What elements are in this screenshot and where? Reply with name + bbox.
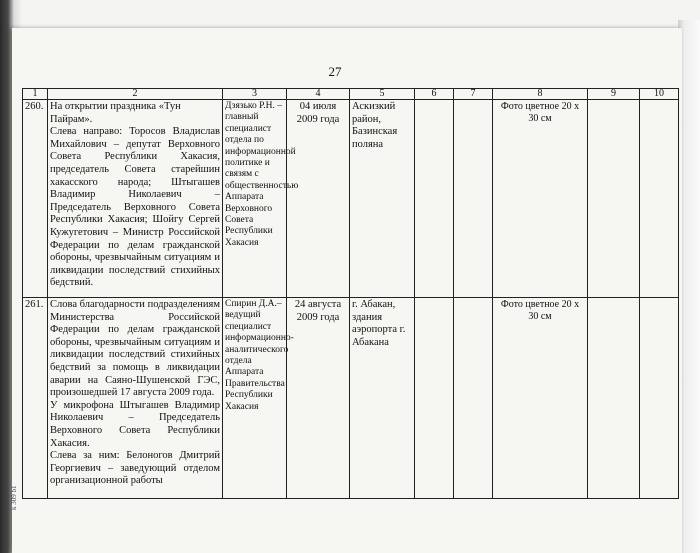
archive-mark: k 309 b1 bbox=[10, 485, 18, 510]
record-author: Спирин Д.А.– ведущий специалист информационно-аналитического отдела Аппарата Правительства Республики Хакасия bbox=[223, 298, 287, 499]
column-number: 2 bbox=[48, 89, 223, 100]
record-photo-format: Фото цветное 20 х 30 см bbox=[493, 100, 588, 298]
record-number: 261. bbox=[23, 298, 48, 499]
record-col6 bbox=[415, 298, 454, 499]
photo-register-table bbox=[22, 88, 679, 499]
record-col7 bbox=[454, 100, 493, 298]
record-col9 bbox=[588, 100, 640, 298]
record-date: 04 июля 2009 года bbox=[287, 100, 350, 298]
column-number: 3 bbox=[223, 89, 287, 100]
description-line: Слева направо: Торосов Владислав Михайлович – депутат Верховного Совета Республики Хакасия, председатель Совета старейшин хакасского народа; Штыгашев Владимир Николаевич – Председатель Верховного Совета Республики Хакасия; Шойгу Сергей Кужугетович – Министр Российской Федерации по делам гражданской обороны, чрезвычайным ситуациям и ликвидации последствий стихийных бедствий. bbox=[50, 126, 220, 289]
record-number: 260. bbox=[23, 100, 48, 298]
column-number: 10 bbox=[640, 89, 679, 100]
record-col9 bbox=[588, 298, 640, 499]
column-number: 9 bbox=[588, 89, 640, 100]
description-line: Слова благодарности подразделениям Министерства Российской Федерации по делам гражданской обороны, чрезвычайным ситуациям и ликвидации последствий стихийных бедствий за помощь в ликвидации аварии на Саяно-Шушенской ГЭС, произошедшей 17 августа 2009 года. bbox=[50, 299, 220, 399]
description-line: Слева за ним: Белоногов Дмитрий Георгиевич – заведующий отделом организационной работы bbox=[50, 450, 220, 487]
column-number: 8 bbox=[493, 89, 588, 100]
column-number-row bbox=[23, 89, 679, 100]
table-row bbox=[23, 100, 679, 298]
record-col10 bbox=[640, 298, 679, 499]
column-number: 4 bbox=[287, 89, 350, 100]
column-number: 5 bbox=[350, 89, 415, 100]
column-number: 6 bbox=[415, 89, 454, 100]
record-place: Аскизкий район, Базинская поляна bbox=[350, 100, 415, 298]
page-number: 27 bbox=[328, 64, 342, 79]
column-number: 1 bbox=[23, 89, 48, 100]
column-number: 7 bbox=[454, 89, 493, 100]
record-col6 bbox=[415, 100, 454, 298]
description-line: У микрофона Штыгашев Владимир Николаевич – Председатель Верховного Совета Республики Хакасия. bbox=[50, 399, 220, 449]
record-col7 bbox=[454, 298, 493, 499]
record-date: 24 августа 2009 года bbox=[287, 298, 350, 499]
record-author: Дзязько Р.Н. – главный специалист отдела по информационной политике и связям с общественностью Аппарата Верховного Совета Республики Хакасия bbox=[223, 100, 287, 298]
record-photo-format: Фото цветное 20 х 30 см bbox=[493, 298, 588, 499]
description-line: На открытии праздника «Тун Пайрам». bbox=[50, 101, 181, 125]
record-place: г. Абакан, здания аэропорта г. Абакана bbox=[350, 298, 415, 499]
table-row bbox=[23, 298, 679, 499]
record-description bbox=[48, 100, 223, 298]
record-col10 bbox=[640, 100, 679, 298]
record-description bbox=[48, 298, 223, 499]
